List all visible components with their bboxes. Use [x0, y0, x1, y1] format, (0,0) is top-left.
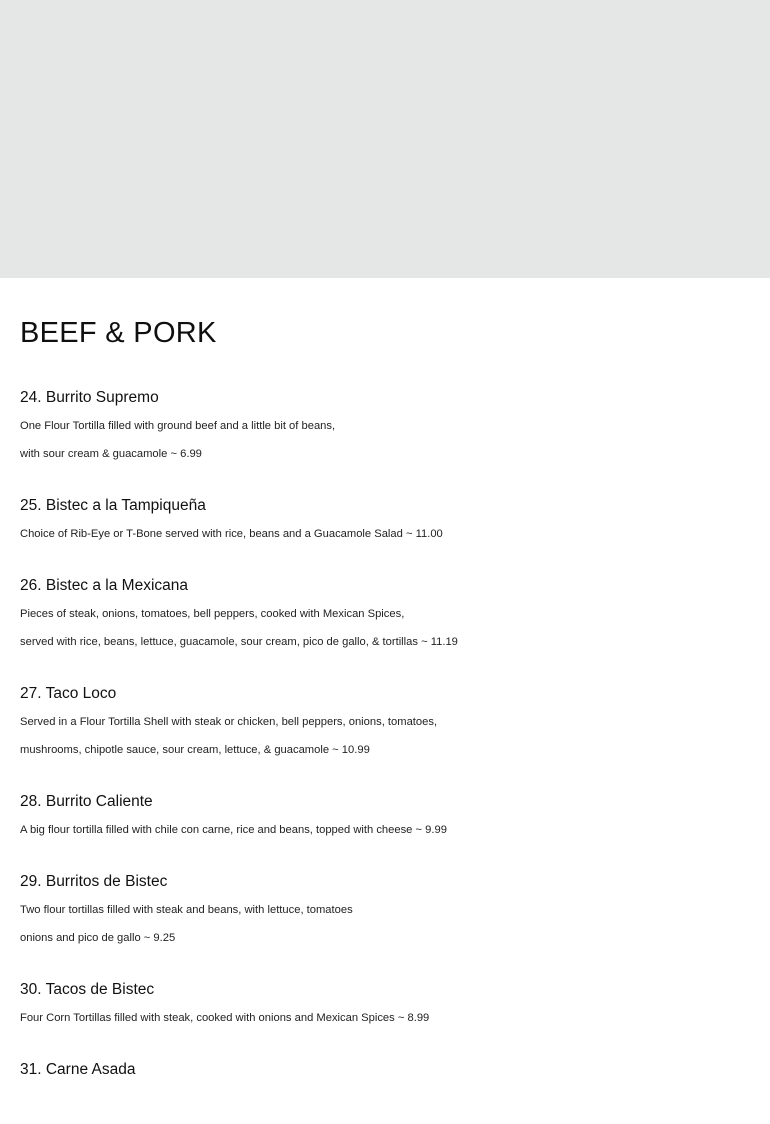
menu-item-description: One Flour Tortilla filled with ground beef and a little bit of beans,: [20, 420, 336, 432]
menu-item-title: 31. Carne Asada: [20, 1061, 136, 1078]
menu-item-description: Served in a Flour Tortilla Shell with steak or chicken, bell peppers, onions, tomatoes,: [20, 716, 438, 728]
menu-item-description: A big flour tortilla filled with chile con carne, rice and beans, topped with cheese ~ 9.99: [20, 824, 447, 836]
menu-item-title: 26. Bistec a la Mexicana: [20, 577, 189, 594]
menu-item-description: mushrooms, chipotle sauce, sour cream, lettuce, & guacamole ~ 10.99: [20, 744, 370, 756]
menu-item: [20, 792, 750, 844]
menu-item-title: 24. Burrito Supremo: [20, 389, 159, 406]
menu-item: [20, 388, 750, 468]
menu-item: [20, 980, 750, 1032]
menu-item-description: served with rice, beans, lettuce, guacamole, sour cream, pico de gallo, & tortillas ~ 11.19: [20, 636, 458, 648]
menu-item: [20, 872, 750, 952]
menu-item-description: Pieces of steak, onions, tomatoes, bell peppers, cooked with Mexican Spices,: [20, 608, 405, 620]
menu-item-title: 29. Burritos de Bistec: [20, 873, 168, 890]
menu-item-description: Four Corn Tortillas filled with steak, cooked with onions and Mexican Spices ~ 8.99: [20, 1012, 430, 1024]
menu-item: [20, 496, 750, 548]
menu-items-list: [20, 388, 750, 1080]
menu-item-title: 28. Burrito Caliente: [20, 793, 153, 810]
menu-item: [20, 576, 750, 656]
menu-item: [20, 1060, 750, 1080]
section-title: BEEF & PORK: [20, 317, 217, 349]
menu-item-title: 30. Tacos de Bistec: [20, 981, 155, 998]
menu-item-description: onions and pico de gallo ~ 9.25: [20, 932, 176, 944]
menu-item-description: Choice of Rib-Eye or T-Bone served with rice, beans and a Guacamole Salad ~ 11.00: [20, 528, 443, 540]
menu-item-title: 27. Taco Loco: [20, 685, 117, 702]
menu-item-description: with sour cream & guacamole ~ 6.99: [20, 448, 202, 460]
hero-image-placeholder: [0, 0, 770, 278]
menu-section: [0, 278, 770, 1080]
menu-item-description: Two flour tortillas filled with steak and beans, with lettuce, tomatoes: [20, 904, 353, 916]
menu-item: [20, 684, 750, 764]
menu-item-title: 25. Bistec a la Tampiqueña: [20, 497, 206, 514]
